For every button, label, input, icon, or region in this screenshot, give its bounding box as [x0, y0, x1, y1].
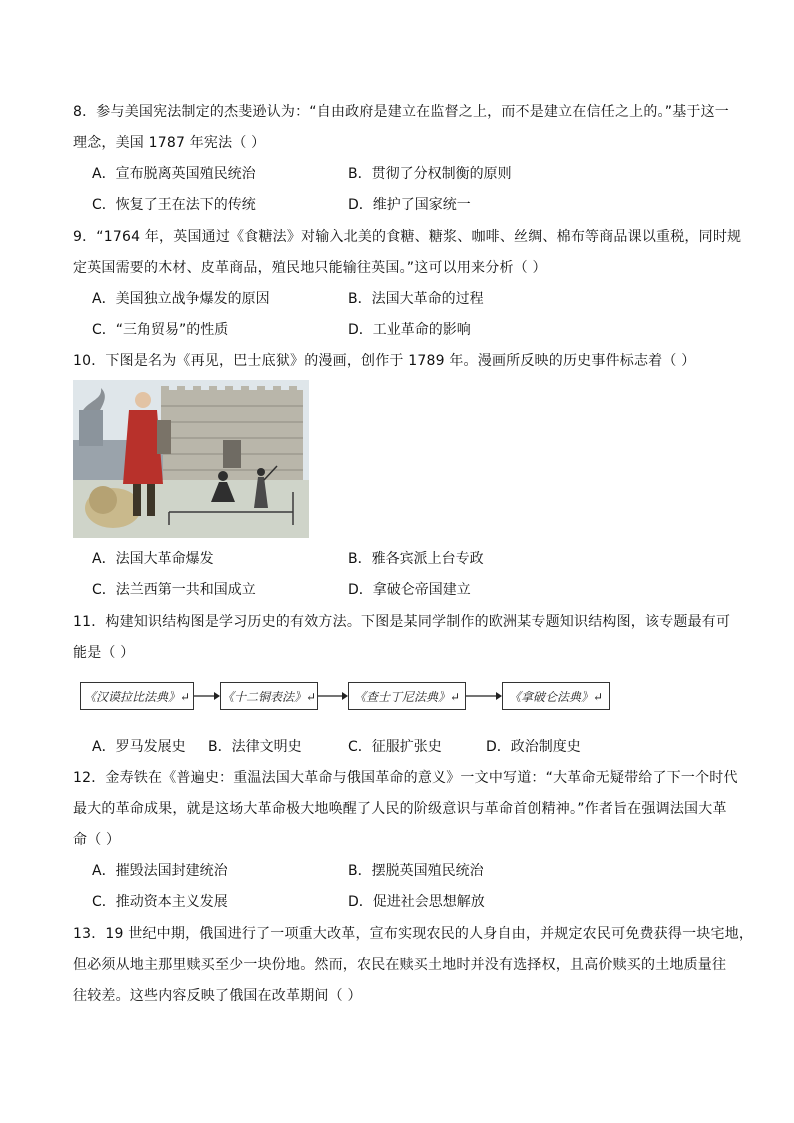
flow-box-twelve-tables: 《十二铜表法》↵: [220, 682, 318, 710]
q9-option-a: A．美国独立战争爆发的原因: [92, 291, 270, 307]
q13-stem-line3: 往较差。这些内容反映了俄国在改革期间（ ）: [73, 988, 362, 1004]
q9-option-d: D．工业革命的影响: [348, 322, 471, 338]
q13-stem-line2: 但必须从地主那里赎买至少一块份地。然而，农民在赎买土地时并没有选择权，且高价赎买的土地质量往: [73, 957, 727, 973]
q11-stem-line1: 11．构建知识结构图是学习历史的有效方法。下图是某同学制作的欧洲某专题知识结构图，该专题最有可: [73, 614, 731, 630]
bastille-cartoon-image: [73, 380, 309, 538]
q8-option-c: C．恢复了王在法下的传统: [92, 197, 256, 213]
q8-option-b: B．贯彻了分权制衡的原则: [348, 166, 512, 182]
q8-stem-line1: 8．参与美国宪法制定的杰斐逊认为：“自由政府是建立在监督之上，而不是建立在信任之上的。”基于这一: [73, 104, 730, 120]
q11-option-b: B．法律文明史: [208, 739, 302, 755]
flow-box-justinian: 《查士丁尼法典》↵: [348, 682, 466, 710]
flow-arrow-icon: [466, 690, 502, 702]
q12-stem-line1: 12．金寿铁在《普遍史：重温法国大革命与俄国革命的意义》一文中写道：“大革命无疑带给了下一个时代: [73, 770, 738, 786]
q8-option-a: A．宣布脱离英国殖民统治: [92, 166, 256, 182]
q11-options-row: [92, 737, 581, 757]
q9-option-c: C．“三角贸易”的性质: [92, 322, 229, 338]
flow-box-hammurabi: 《汉谟拉比法典》↵: [80, 682, 194, 710]
flow-arrow-icon: [194, 690, 220, 702]
q8-stem-line2: 理念，美国 1787 年宪法（ ）: [73, 135, 266, 151]
q12-option-b: B．摆脱英国殖民统治: [348, 863, 484, 879]
q12-option-c: C．推动资本主义发展: [92, 894, 228, 910]
q9-stem-line1: 9．“1764 年，英国通过《食糖法》对输入北美的食糖、糖浆、咖啡、丝绸、棉布等商品课以重税，同时规: [73, 229, 742, 245]
q12-option-a: A．摧毁法国封建统治: [92, 863, 228, 879]
q9-stem-line2: 定英国需要的木材、皮革商品，殖民地只能输往英国。”这可以用来分析（ ）: [73, 260, 547, 276]
q12-stem-line3: 命（ ）: [73, 832, 121, 848]
flow-arrow-icon: [318, 690, 348, 702]
q11-option-d: D．政治制度史: [486, 739, 581, 755]
flow-box-napoleon: 《拿破仑法典》↵: [502, 682, 610, 710]
q12-option-d: D．促进社会思想解放: [348, 894, 485, 910]
q10-stem-line1: 10．下图是名为《再见，巴士底狱》的漫画，创作于 1789 年。漫画所反映的历史事件标志着（ ）: [73, 353, 696, 369]
q11-option-c: C．征服扩张史: [348, 739, 442, 755]
q10-option-c: C．法兰西第一共和国成立: [92, 582, 256, 598]
q9-option-b: B．法国大革命的过程: [348, 291, 484, 307]
q8-option-d: D．维护了国家统一: [348, 197, 471, 213]
q13-stem-line1: 13．19 世纪中期，俄国进行了一项重大改革，宣布实现农民的人身自由，并规定农民可免费获得一块宅地，: [73, 926, 754, 942]
q10-option-a: A．法国大革命爆发: [92, 551, 214, 567]
q11-option-a: A．罗马发展史: [92, 739, 186, 755]
q11-stem-line2: 能是（ ）: [73, 645, 135, 661]
q10-option-d: D．拿破仑帝国建立: [348, 582, 471, 598]
q10-option-b: B．雅各宾派上台专政: [348, 551, 484, 567]
q12-stem-line2: 最大的革命成果，就是这场大革命极大地唤醒了人民的阶级意识与革命首创精神。”作者旨在强调法国大革: [73, 801, 727, 817]
